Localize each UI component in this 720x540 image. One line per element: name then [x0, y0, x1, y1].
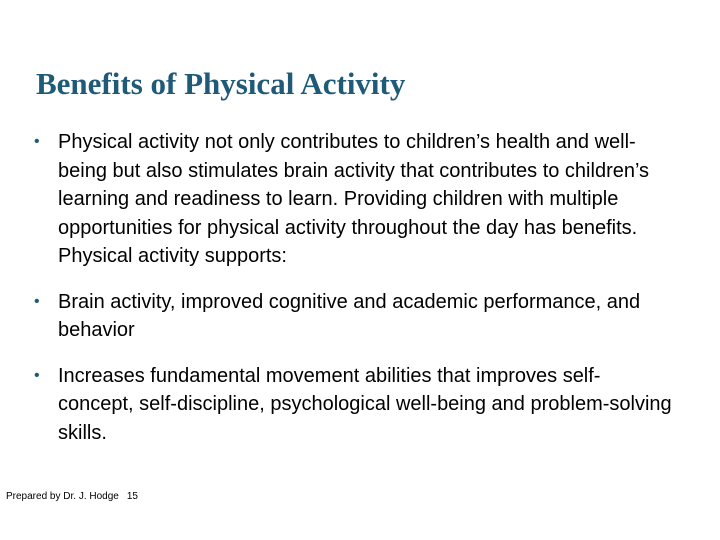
- bullet-list: [34, 128, 674, 447]
- footer-credit: Prepared by Dr. J. Hodge: [6, 491, 119, 502]
- bullet-icon: •: [34, 366, 40, 384]
- bullet-text: Brain activity, improved cognitive and academic performance, and behavior: [58, 290, 641, 341]
- slide-footer: [6, 490, 138, 504]
- slide-title: Benefits of Physical Activity: [36, 66, 406, 101]
- bullet-text: Physical activity not only contributes to children’s health and well-being but also stimulates brain activity that contributes to children’s learning and readiness to learn. Providing children with multiple opportunities for physical activity throughout the day has benefits. Physical activity supports:: [58, 131, 650, 267]
- bullet-item-2: [34, 288, 674, 345]
- bullet-item-3: [34, 362, 674, 448]
- bullet-item-1: [34, 128, 674, 271]
- bullet-text: Increases fundamental movement abilities that improves self-concept, self-discipline, psychological well-being and problem-solving skills.: [58, 364, 672, 444]
- bullet-icon: •: [34, 292, 40, 310]
- page-number: 15: [126, 491, 138, 502]
- bullet-icon: •: [34, 133, 40, 150]
